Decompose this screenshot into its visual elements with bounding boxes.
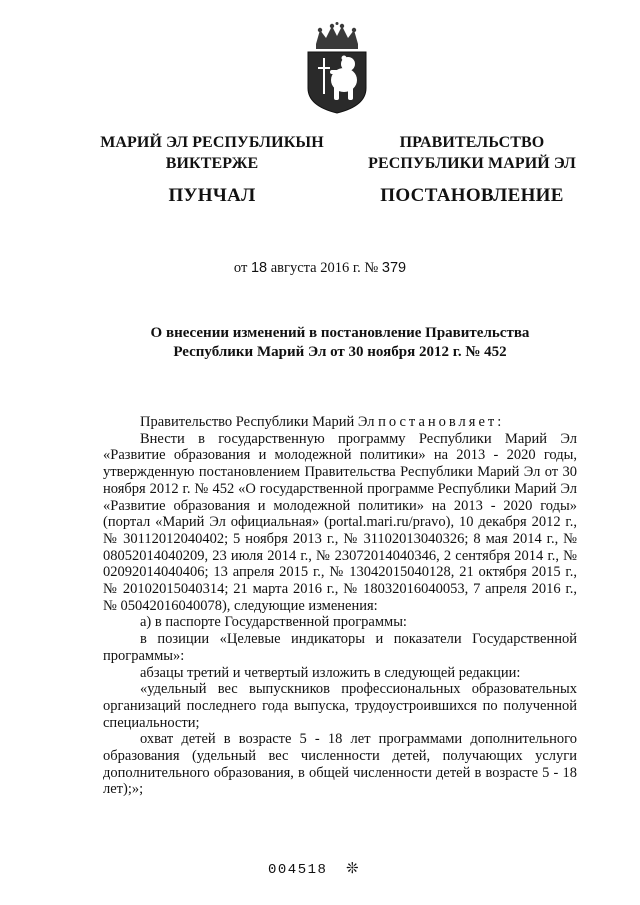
date-month-year: августа 2016 г. xyxy=(270,260,361,276)
document-number: 379 xyxy=(381,260,407,276)
header-russian xyxy=(352,132,592,206)
header-mari xyxy=(92,132,332,206)
intro-paragraph xyxy=(103,414,577,431)
body-paragraph: Внести в государственную программу Республики Марий Эл «Развитие образования и молодежной политики» на 2013 - 2020 годы, утвержденную постановлением Правительства Республики Марий Эл от 30 ноября 2012 г. № 452 «О государственной программе Республики Марий Эл «Развитие образования и молодежной политики» на 2013 - 2020 годы» (портал «Марий Эл официальная» (portal.mari.ru/pravo), 10 декабря 2012 г., № 30112012040402; 5 ноября 2013 г., № 31102013040326; 8 мая 2014 г., № 08052014040209, 23 июля 2014 г., № 23072014040346, 2 сентября 2014 г., № 02092014040406; 13 апреля 2015 г., № 13042015040128, 21 октября 2015 г., № 20102015040314; 21 марта 2016 г., № 18032016040053, 7 апреля 2016 г., № 05042016040078), следующие изменения: xyxy=(103,430,577,614)
intro-start: Правительство Республики Марий Эл xyxy=(140,414,379,430)
asterisk-mark-icon: ❊ xyxy=(346,859,359,877)
body-paragraph: охват детей в возрасте 5 - 18 лет программами дополнительного образования (удельный вес численности детей, получающих услуги дополнительного образования, в общей численности детей в возрасте 5 - 18 лет);»; xyxy=(103,731,577,798)
crown-icon xyxy=(316,22,358,49)
body-paragraph: абзацы третий и четвертый изложить в следующей редакции: xyxy=(140,664,521,681)
document-title-line1: О внесении изменений в постановление Правительства xyxy=(150,325,530,341)
intro-end: : xyxy=(497,414,502,430)
intro-resolves: постановляет xyxy=(378,414,498,430)
header-russian-line2: РЕСПУБЛИКИ МАРИЙ ЭЛ xyxy=(368,155,576,172)
document-body xyxy=(103,414,577,798)
mari-el-coat-of-arms-icon xyxy=(304,22,370,114)
body-paragraph: а) в паспорте Государственной программы: xyxy=(140,614,407,631)
document-title-line2: Республики Марий Эл от 30 ноября 2012 г. № 452 xyxy=(173,344,507,360)
date-day: 18 xyxy=(250,260,268,276)
body-paragraph: в позиции «Целевые индикаторы и показатели Государственной программы»: xyxy=(103,631,577,664)
form-serial-number: 004518 xyxy=(268,862,328,878)
header-mari-line2: ВИКТЕРЖЕ xyxy=(165,155,259,172)
document-title xyxy=(100,324,580,362)
body-paragraph: «удельный вес выпускников профессиональных образовательных организаций последнего года выпуска, трудоустроившихся по полученной специальности; xyxy=(103,681,577,731)
header-russian-doc-type: ПОСТАНОВЛЕНИЕ xyxy=(380,185,564,206)
header-russian-line1: ПРАВИТЕЛЬСТВО xyxy=(399,134,545,151)
number-sign: № xyxy=(364,260,379,276)
header-mari-doc-type: ПУНЧАЛ xyxy=(168,185,256,206)
header-mari-line1: МАРИЙ ЭЛ РЕСПУБЛИКЫН xyxy=(100,134,324,151)
document-date-line xyxy=(0,260,640,277)
date-prefix: от xyxy=(233,260,248,276)
